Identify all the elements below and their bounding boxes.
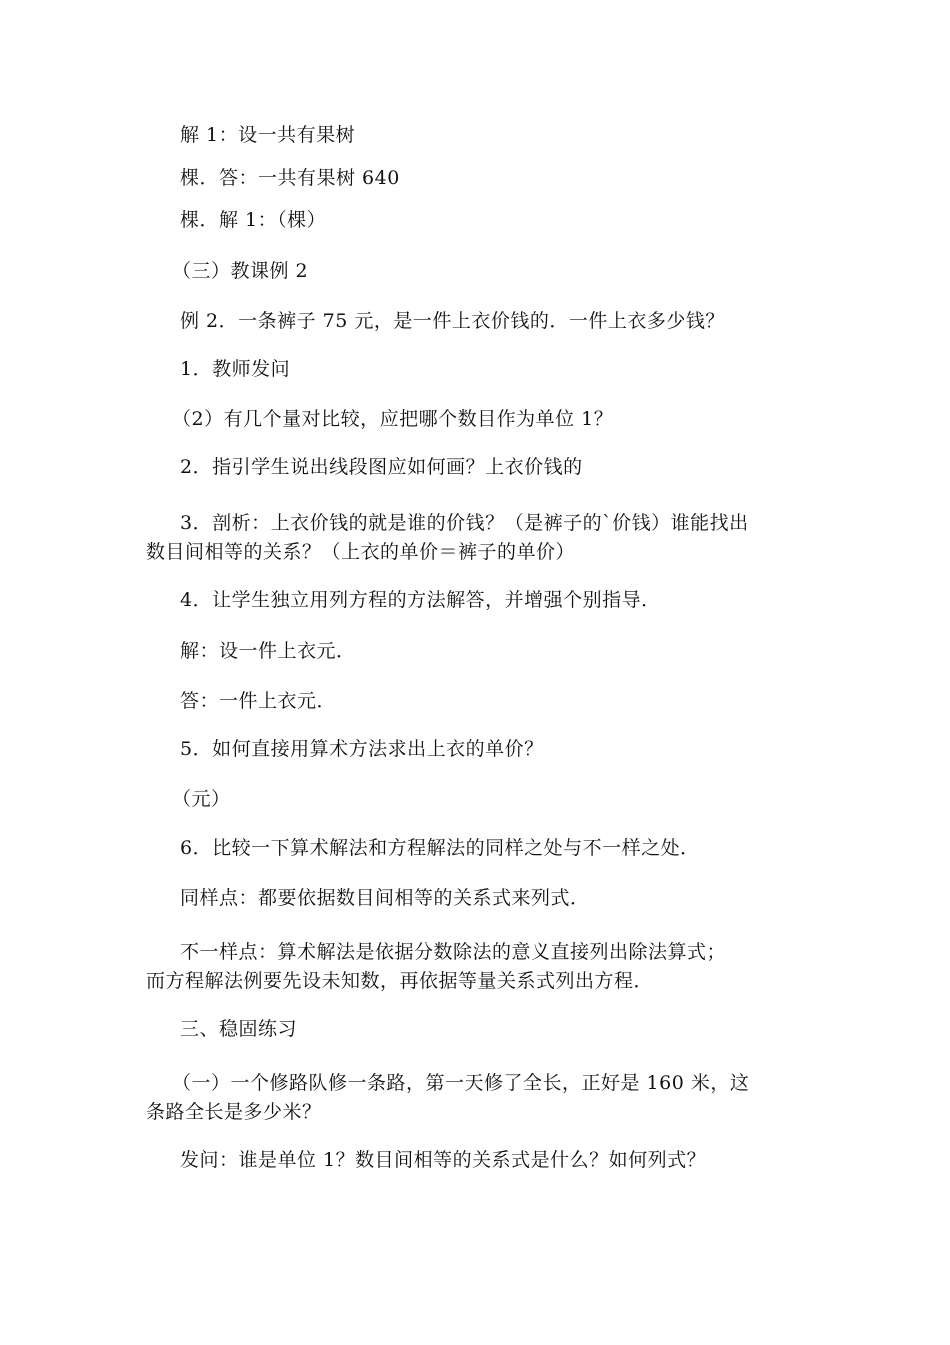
section-heading: （三）教课例 2 [172,260,309,282]
text-line: 不一样点：算术解法是依据分数除法的意义直接列出除法算式； [180,941,727,963]
text-line: 同样点：都要依据数目间相等的关系式来列式． [180,887,590,909]
text-line: 3．剖析：上衣价钱的就是谁的价钱？（是裤子的`价钱）谁能找出 [180,512,749,534]
text-line: 答：一件上衣元． [180,690,337,712]
text-line: 发问：谁是单位 1？数目间相等的关系式是什么？如何列式？ [180,1149,707,1171]
text-line: 棵．解 1：（棵） [180,209,327,231]
text-line: 解 1：设一共有果树 [180,124,356,146]
text-line: 数目间相等的关系？（上衣的单价＝裤子的单价） [146,541,576,563]
text-line: 例 2．一条裤子 75 元，是一件上衣价钱的．一件上衣多少钱？ [180,310,725,332]
text-line: 4．让学生独立用列方程的方法解答，并增强个别指导． [180,589,661,611]
section-heading: 三、稳固练习 [180,1018,298,1040]
text-line: 棵．答：一共有果树 640 [180,167,400,189]
text-line: （2）有几个量对比较，应把哪个数目作为单位 1？ [172,408,614,430]
text-line: 条路全长是多少米？ [146,1101,322,1123]
text-line: 2．指引学生说出线段图应如何画？上衣价钱的 [180,456,583,478]
text-line: 1．教师发问 [180,358,291,380]
text-line: 5．如何直接用算术方法求出上衣的单价？ [180,738,544,760]
text-line: （一）一个修路队修一条路，第一天修了全长，正好是 160 米，这 [172,1072,750,1094]
text-line: 解：设一件上衣元． [180,640,356,662]
text-line: 6．比较一下算术解法和方程解法的同样之处与不一样之处． [180,837,700,859]
text-line: 而方程解法例要先设未知数，再依据等量关系式列出方程． [146,970,654,992]
text-line: （元） [172,788,231,810]
